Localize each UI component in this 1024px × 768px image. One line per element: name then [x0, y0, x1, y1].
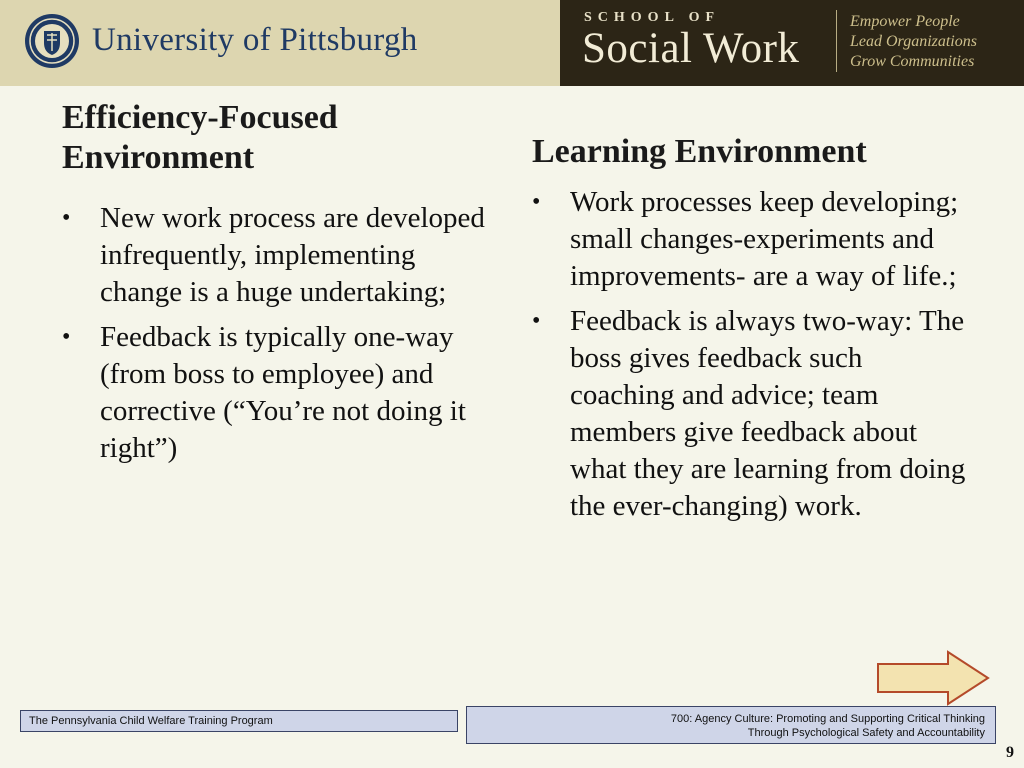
left-bullet-list: [62, 200, 502, 467]
list-item: [62, 319, 502, 467]
footer-course-line: 700: Agency Culture: Promoting and Supporting Critical Thinking: [670, 713, 985, 725]
bullet-text: Work processes keep developing; small changes-experiments and improvements- are a way of life.;: [570, 186, 959, 292]
tagline-line: Lead Organizations: [850, 33, 977, 50]
right-column-title: Learning Environment: [532, 133, 867, 170]
page-number: 9: [1006, 744, 1014, 761]
list-item: [62, 200, 502, 311]
left-column: [62, 98, 502, 475]
university-seal-icon: [24, 13, 80, 69]
footer-course-line: Through Psychological Safety and Accountability: [747, 727, 985, 739]
left-column-title: Efficiency-Focused Environment: [62, 99, 338, 176]
right-arrow-icon[interactable]: [876, 650, 990, 706]
tagline-line: Empower People: [850, 13, 960, 30]
bullet-text: Feedback is typically one-way (from boss to employee) and corrective (“You’re not doing it right”): [100, 321, 466, 464]
right-bullet-list: [532, 184, 972, 525]
list-item: [532, 184, 972, 295]
bullet-text: New work process are developed infrequently, implementing change is a huge undertaking;: [100, 202, 485, 308]
bullet-icon: •: [532, 189, 541, 215]
school-of-label: SCHOOL OF: [584, 10, 721, 25]
footer-program-label: The Pennsylvania Child Welfare Training Program: [20, 710, 458, 732]
right-column: [532, 132, 972, 533]
bullet-icon: •: [62, 205, 71, 231]
university-banner: [0, 0, 560, 86]
bullet-icon: •: [62, 324, 71, 350]
school-name: Social Work: [582, 25, 800, 72]
list-item: [532, 303, 972, 525]
header-divider: [836, 10, 837, 72]
bullet-icon: •: [532, 308, 541, 334]
tagline-line: Grow Communities: [850, 53, 975, 70]
footer-course-label: [466, 706, 996, 744]
university-name: University of Pittsburgh: [92, 22, 418, 58]
school-tagline: [850, 12, 1020, 72]
bullet-text: Feedback is always two-way: The boss gives feedback such coaching and advice; team members give feedback about what they are learning from doing the ever-changing) work.: [570, 305, 966, 522]
slide-header: [0, 0, 1024, 86]
